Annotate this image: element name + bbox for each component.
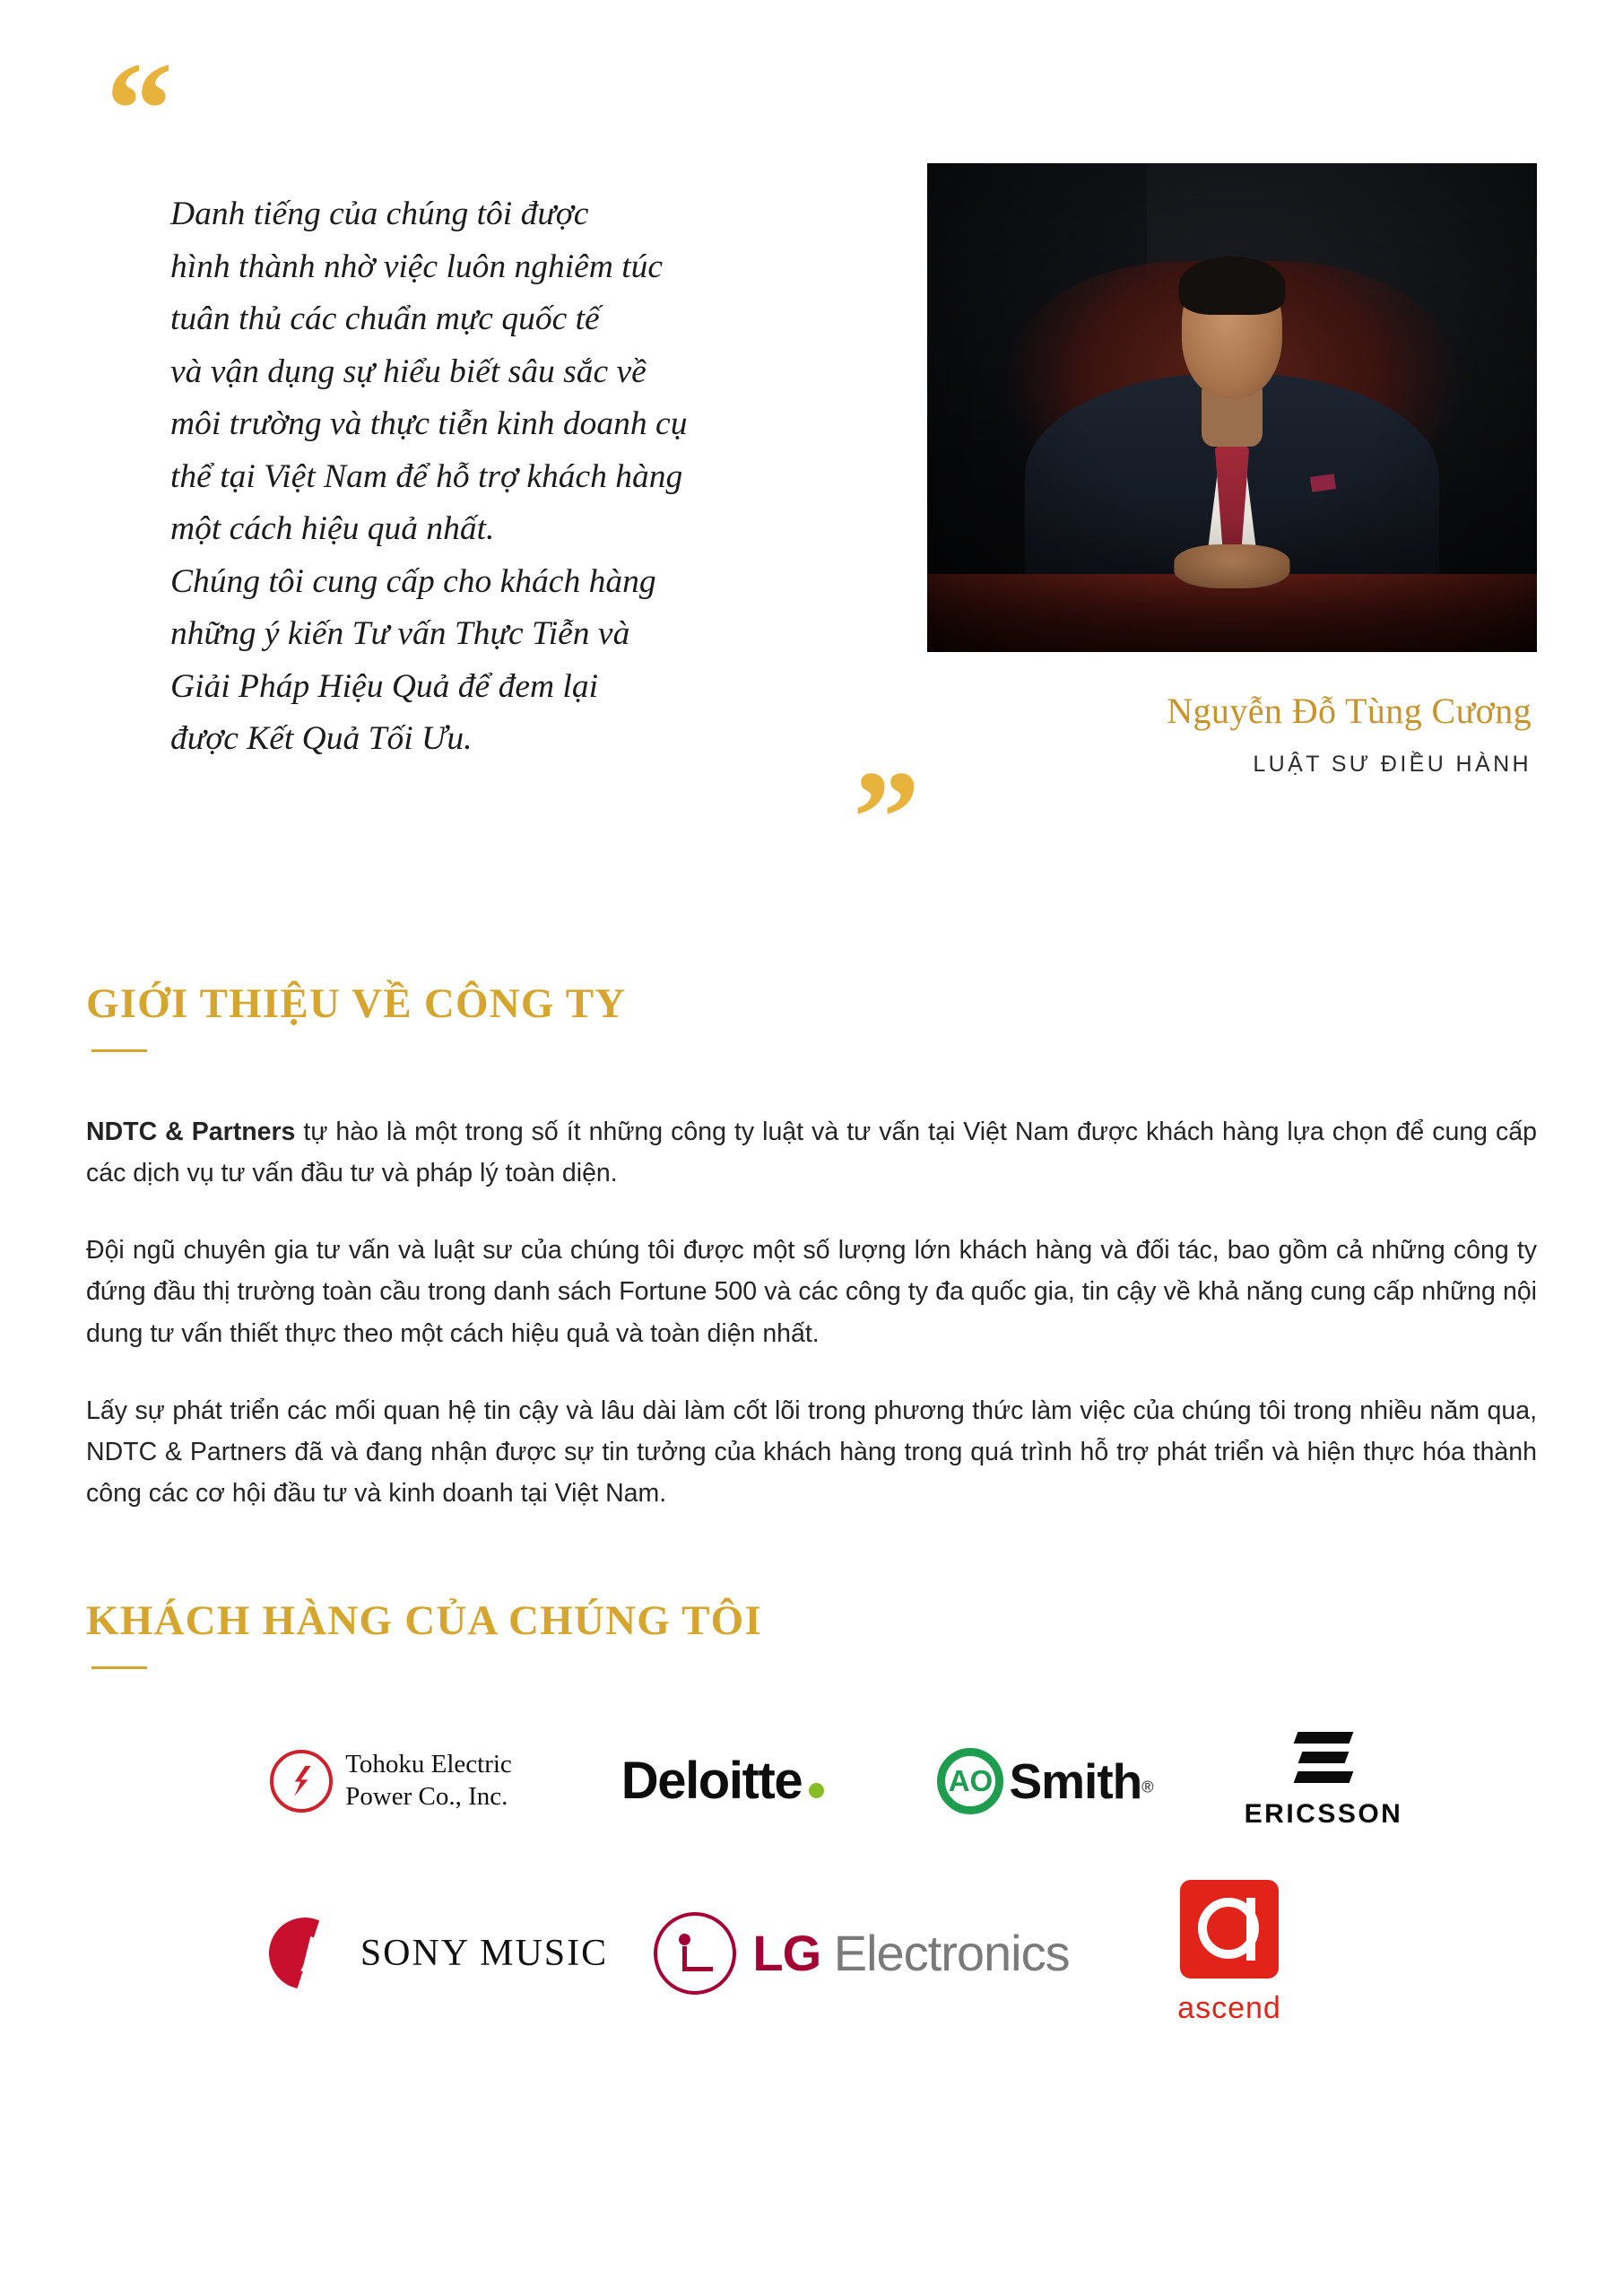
sony-music-swoosh-icon	[264, 1912, 346, 1995]
quote-line: và vận dụng sự hiểu biết sâu sắc về	[170, 352, 647, 390]
client-logo-row	[86, 1880, 1537, 2026]
clients-heading-rule	[91, 1666, 147, 1669]
tohoku-label-line2: Power Co., Inc.	[345, 1781, 508, 1811]
client-logo-lg-electronics	[629, 1912, 1095, 1995]
clients-section	[86, 1596, 1537, 2026]
quote-line: tuân thủ các chuẩn mực quốc tế	[170, 300, 600, 337]
lg-electronics-label: Electronics	[820, 1925, 1070, 1982]
portrait-vignette	[927, 163, 1537, 652]
company-name: NDTC & Partners	[86, 1118, 296, 1146]
quote-close-icon: ”	[853, 744, 915, 892]
person-role: LUẬT SƯ ĐIỀU HÀNH	[1253, 752, 1532, 777]
ericsson-label: ERICSSON	[1244, 1799, 1403, 1830]
deloitte-label: Deloitte	[621, 1752, 803, 1811]
quote-line: được Kết Quả Tối Ưu.	[170, 720, 473, 757]
quote-line: Danh tiếng của chúng tôi được	[170, 196, 589, 232]
about-lead-rest: tự hào là một trong số ít những công ty luật và tư vấn tại Việt Nam được khách hàng lựa chọn để cung cấp các dịch vụ tư vấn đầu tư và pháp lý toàn diện.	[86, 1118, 1537, 1188]
client-logo-ericsson	[1207, 1732, 1440, 1830]
about-paragraph-1	[86, 1111, 1537, 1194]
about-heading-rule	[91, 1049, 147, 1052]
lg-brand-label: LG	[752, 1925, 821, 1982]
quote-section	[86, 0, 1537, 892]
quote-line: Giải Pháp Hiệu Quả để đem lại	[170, 667, 599, 705]
client-logo-sony-music	[243, 1912, 629, 1995]
about-heading: GIỚI THIỆU VỀ CÔNG TY	[86, 980, 627, 1027]
clients-heading: KHÁCH HÀNG CỦA CHÚNG TÔI	[86, 1597, 762, 1645]
ao-smith-ring-icon: AO	[937, 1748, 1003, 1814]
ao-smith-label: Smith	[1009, 1752, 1142, 1809]
quote-line: thể tại Việt Nam để hỗ trợ khách hàng	[170, 457, 683, 495]
tohoku-label-line1: Tohoku Electric	[345, 1750, 512, 1779]
client-logo-ascend	[1095, 1880, 1364, 2026]
client-logo-ao-smith	[884, 1748, 1207, 1814]
ericsson-bars-icon	[1245, 1732, 1403, 1783]
client-logo-deloitte	[561, 1751, 884, 1811]
about-paragraph-2: Đội ngũ chuyên gia tư vấn và luật sư của chúng tôi được một số lượng lớn khách hàng và đối tác, bao gồm cả những công ty đứng đầu thị trường toàn cầu trong danh sách Fortune 500 và các công ty đa quốc gia, tin cậy về khả năng cung cấp những nội dung tư vấn thiết thực theo một cách hiệu quả và toàn diện nhất.	[86, 1236, 1537, 1348]
lg-face-icon	[654, 1912, 736, 1995]
client-logo-grid	[86, 1732, 1537, 2026]
ao-smith-registered-icon: ®	[1141, 1778, 1154, 1796]
portrait-block	[891, 56, 1537, 778]
quote-block	[86, 35, 915, 892]
quote-line: những ý kiến Tư vấn Thực Tiễn và	[170, 615, 630, 652]
quote-line: môi trường và thực tiễn kinh doanh cụ	[170, 405, 688, 442]
quote-line: Chúng tôi cung cấp cho khách hàng	[170, 562, 656, 600]
tohoku-lightning-icon	[270, 1750, 333, 1813]
client-logo-tohoku-electric	[221, 1749, 561, 1813]
portrait-photo	[927, 163, 1537, 652]
client-logo-row	[86, 1732, 1537, 1830]
ascend-label: ascend	[1177, 1991, 1281, 2026]
quote-open-icon: “	[106, 35, 168, 184]
about-body	[86, 1111, 1537, 1514]
quote-text	[170, 188, 897, 766]
sony-music-label: SONY MUSIC	[360, 1932, 609, 1974]
about-section	[86, 979, 1537, 1514]
quote-line: hình thành nhờ việc luôn nghiêm túc	[170, 248, 664, 285]
quote-line: một cách hiệu quả nhất.	[170, 510, 495, 547]
person-name: Nguyễn Đỗ Tùng Cương	[1167, 691, 1532, 731]
deloitte-dot-icon	[809, 1783, 824, 1798]
ascend-badge-icon	[1180, 1880, 1279, 1979]
about-paragraph-3: Lấy sự phát triển các mối quan hệ tin cậy và lâu dài làm cốt lõi trong phương thức làm việc của chúng tôi trong nhiều năm qua, NDTC & Partners đã và đang nhận được sự tin tưởng của khách hàng trong quá trình hỗ trợ phát triển và hiện thực hóa thành công các cơ hội đầu tư và kinh doanh tại Việt Nam.	[86, 1396, 1537, 1509]
